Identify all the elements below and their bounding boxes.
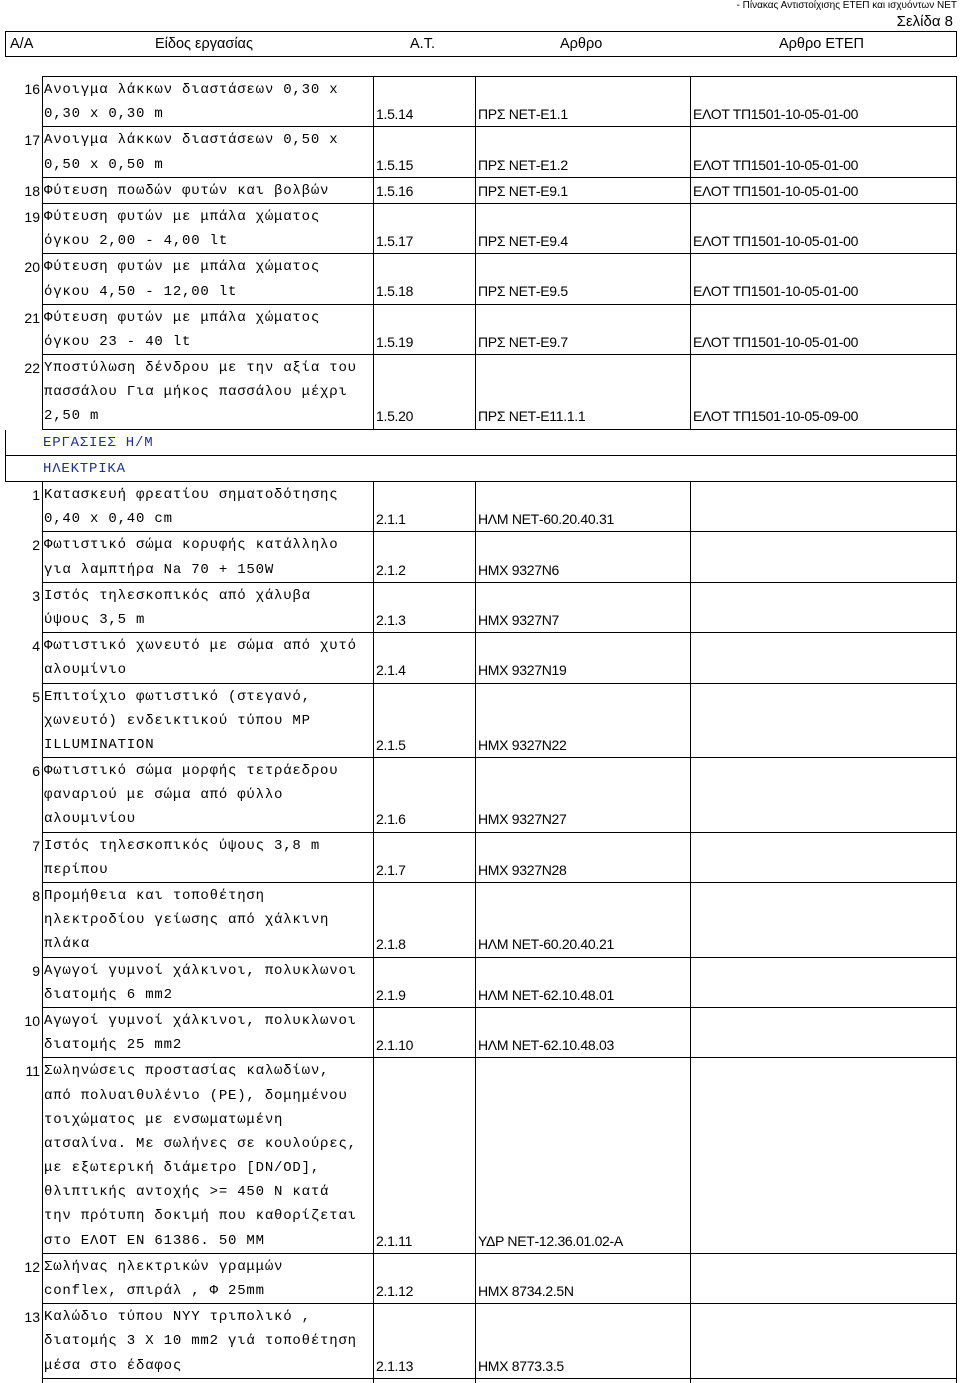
at-code: 2.1.10	[373, 1008, 475, 1058]
description-line: φαναριού με σώμα από φύλλο	[44, 787, 284, 804]
header-article: Αρθρο	[560, 36, 603, 52]
table-row	[0, 883, 957, 958]
description-line: Φωτιστικό σώμα κορυφής κατάλληλο	[44, 537, 339, 554]
work-description	[42, 883, 373, 958]
description-line: όγκου 2,00 - 4,00 lt	[44, 233, 229, 250]
row-number: 6	[32, 763, 40, 780]
correspondence-table	[0, 76, 957, 1383]
table-row	[0, 833, 957, 883]
work-description	[42, 684, 373, 759]
at-code: 2.1.1	[373, 482, 475, 532]
table-row	[0, 1008, 957, 1058]
at-code: 2.1.7	[373, 833, 475, 883]
description-line: Φύτευση φυτών με μπάλα χώματος	[44, 208, 321, 225]
description-line: διατομής 3 X 10 mm2 γιά τοποθέτηση	[44, 1333, 357, 1350]
description-line: την πρότυπη δοκιμή που καθορίζεται	[44, 1208, 357, 1225]
etep-code	[690, 1058, 957, 1254]
row-number: 8	[32, 888, 40, 904]
work-description	[42, 178, 373, 204]
row-number: 13	[24, 1309, 40, 1326]
article-code: ΗΛΜ ΝΕΤ-60.20.40.21	[475, 883, 690, 958]
article-code: ΗΜΧ 9327Ν28	[475, 833, 690, 883]
etep-code: ΕΛΟΤ ΤΠ1501-10-05-01-00	[690, 204, 957, 254]
work-description	[42, 532, 373, 582]
description-line: διατομής 6 mm2	[44, 986, 173, 1003]
at-code: 2.1.13	[373, 1304, 475, 1379]
row-number: 22	[24, 360, 40, 377]
header-etep: Αρθρο ΕΤΕΠ	[779, 36, 864, 52]
work-description	[42, 76, 373, 127]
etep-code: ΕΛΟΤ ΤΠ1501-10-05-09-00	[690, 355, 957, 430]
at-code: 1.5.20	[373, 355, 475, 430]
description-line: Υποστύλωση δένδρου με την αξία του	[44, 360, 357, 377]
row-number: 10	[24, 1012, 40, 1029]
article-code: ΠΡΣ ΝΕΤ-Ε9.5	[475, 254, 690, 304]
work-description	[42, 305, 373, 355]
description-line: τοιχώματος με ενσωματωμένη	[44, 1111, 284, 1128]
description-line: Σωλήνας ηλεκτρικών γραμμών	[44, 1258, 284, 1275]
article-code: ΗΜΧ 9327Ν22	[475, 684, 690, 759]
row-number: 5	[32, 688, 40, 705]
description-line: Καλώδιο τύπου NYY τριπολικό ,	[44, 1309, 311, 1326]
work-description	[42, 1008, 373, 1058]
etep-code	[690, 532, 957, 582]
row-number: 9	[32, 962, 40, 979]
article-code: ΠΡΣ ΝΕΤ-Ε1.1	[475, 76, 690, 127]
at-code: 2.1.6	[373, 758, 475, 833]
at-code: 1.5.16	[373, 178, 475, 204]
table-row	[0, 758, 957, 833]
table-row	[0, 1058, 957, 1254]
etep-code	[690, 684, 957, 759]
table-row	[0, 958, 957, 1008]
description-line: θλιπτικής αντοχής >= 450 N κατά	[44, 1184, 330, 1201]
article-code: ΗΜΧ 9327Ν7	[475, 583, 690, 633]
at-code: 2.1.2	[373, 532, 475, 582]
description-line: περίπου	[44, 861, 109, 878]
document-title: - Πίνακας Αντιστοίχισης ΕΤΕΠ και ισχυόντων ΝΕΤ	[736, 0, 957, 11]
article-code: ΗΜΧ 9327Ν19	[475, 633, 690, 683]
at-code: 2.1.11	[373, 1058, 475, 1254]
work-description	[42, 355, 373, 430]
row-number: 7	[32, 837, 40, 854]
etep-code	[690, 833, 957, 883]
description-line: από πολυαιθυλένιο (PE), δομημένου	[44, 1087, 348, 1104]
table-row-continuation	[0, 1379, 957, 1383]
work-description	[42, 583, 373, 633]
description-line: 0,50 x 0,50 m	[44, 156, 164, 173]
row-number: 1	[32, 487, 40, 503]
article-code: ΠΡΣ ΝΕΤ-Ε9.4	[475, 204, 690, 254]
stub-cell	[42, 1379, 373, 1383]
etep-code	[690, 758, 957, 833]
at-code: 2.1.4	[373, 633, 475, 683]
row-number: 2	[32, 537, 40, 554]
description-line: Ανοιγμα λάκκων διαστάσεων 0,50 x	[44, 132, 339, 149]
article-code: ΥΔΡ ΝΕΤ-12.36.01.02-Α	[475, 1058, 690, 1254]
work-description	[42, 1304, 373, 1379]
description-line: Ανοιγμα λάκκων διαστάσεων 0,30 x	[44, 82, 339, 98]
table-row	[0, 204, 957, 254]
description-line: για λαμπτήρα Na 70 + 150W	[44, 561, 275, 578]
description-line: ILLUMINATION	[44, 736, 155, 753]
description-line: όγκου 4,50 - 12,00 lt	[44, 283, 238, 300]
article-code: ΗΜΧ 8773.3.5	[475, 1304, 690, 1379]
stub-cell	[0, 1379, 42, 1383]
description-line: conflex, σπιράλ , Φ 25mm	[44, 1283, 265, 1299]
table-row	[0, 532, 957, 582]
description-line: ατσαλίνα. Με σωλήνες σε κουλούρες,	[44, 1135, 357, 1152]
table-row	[0, 1304, 957, 1379]
description-line: Επιτοίχιο φωτιστικό (στεγανό,	[44, 688, 311, 705]
description-line: ηλεκτροδίου γείωσης από χάλκινη	[44, 912, 330, 929]
table-row	[0, 1254, 957, 1304]
row-number: 4	[32, 638, 40, 655]
table-row	[0, 583, 957, 633]
article-code: ΠΡΣ ΝΕΤ-Ε1.2	[475, 127, 690, 177]
description-line: μέσα στο έδαφος	[44, 1357, 183, 1374]
at-code: 1.5.15	[373, 127, 475, 177]
row-number: 18	[24, 182, 40, 199]
work-description	[42, 1254, 373, 1304]
stub-cell	[690, 1379, 957, 1383]
description-line: χωνευτό) ενδεικτικού τύπου MP	[44, 712, 311, 729]
table-row	[0, 254, 957, 304]
table-row	[0, 178, 957, 204]
description-line: Φύτευση φυτών με μπάλα χώματος	[44, 309, 321, 326]
table-header	[5, 31, 957, 57]
at-code: 2.1.12	[373, 1254, 475, 1304]
table-row	[0, 633, 957, 683]
row-number: 3	[32, 587, 40, 604]
etep-code: ΕΛΟΤ ΤΠ1501-10-05-01-00	[690, 178, 957, 204]
description-line: πασσάλου Για μήκος πασσάλου μέχρι	[44, 384, 348, 401]
article-code: ΠΡΣ ΝΕΤ-Ε11.1.1	[475, 355, 690, 430]
etep-code	[690, 1304, 957, 1379]
table-row	[0, 355, 957, 430]
description-line: 0,40 x 0,40 cm	[44, 511, 173, 528]
at-code: 2.1.8	[373, 883, 475, 958]
description-line: Σωληνώσεις προστασίας καλωδίων,	[44, 1063, 330, 1080]
description-line: 0,30 x 0,30 m	[44, 106, 164, 123]
work-description	[42, 482, 373, 532]
table-row	[0, 305, 957, 355]
description-line: διατομής 25 mm2	[44, 1037, 183, 1054]
at-code: 2.1.5	[373, 684, 475, 759]
article-code: ΗΛΜ ΝΕΤ-62.10.48.03	[475, 1008, 690, 1058]
header-at: Α.Τ.	[410, 36, 435, 52]
article-code: ΗΛΜ ΝΕΤ-60.20.40.31	[475, 482, 690, 532]
article-code: ΗΛΜ ΝΕΤ-62.10.48.01	[475, 958, 690, 1008]
description-line: αλουμινίου	[44, 811, 137, 828]
etep-code	[690, 883, 957, 958]
at-code: 2.1.9	[373, 958, 475, 1008]
description-line: όγκου 23 - 40 lt	[44, 333, 192, 350]
row-number: 11	[25, 1063, 40, 1080]
etep-code: ΕΛΟΤ ΤΠ1501-10-05-01-00	[690, 254, 957, 304]
description-line: Φύτευση ποωδών φυτών και βολβών	[44, 182, 330, 199]
section-title: ΕΡΓΑΣΙΕΣ Η/Μ	[5, 430, 957, 456]
page-number: Σελίδα 8	[896, 13, 953, 30]
at-code: 1.5.14	[373, 76, 475, 127]
row-number: 19	[24, 208, 40, 225]
article-code: ΠΡΣ ΝΕΤ-Ε9.1	[475, 178, 690, 204]
table-row	[0, 684, 957, 759]
etep-code: ΕΛΟΤ ΤΠ1501-10-05-01-00	[690, 76, 957, 127]
etep-code	[690, 1254, 957, 1304]
article-code: ΗΜΧ 9327Ν27	[475, 758, 690, 833]
work-description	[42, 633, 373, 683]
article-code: ΗΜΧ 8734.2.5Ν	[475, 1254, 690, 1304]
work-description	[42, 758, 373, 833]
header-description: Είδος εργασίας	[155, 36, 253, 52]
etep-code	[690, 583, 957, 633]
description-line: πλάκα	[44, 936, 91, 953]
stub-cell	[373, 1379, 475, 1383]
work-description	[42, 833, 373, 883]
etep-code	[690, 958, 957, 1008]
description-line: Φωτιστικό χωνευτό με σώμα από χυτό	[44, 638, 357, 655]
description-line: 2,50 m	[44, 408, 100, 425]
table-row	[0, 127, 957, 177]
description-line: Φωτιστικό σώμα μορφής τετράεδρου	[44, 763, 339, 780]
description-line: με εξωτερική διάμετρο [DN/OD],	[44, 1160, 321, 1177]
row-number: 12	[24, 1258, 40, 1275]
etep-code	[690, 1008, 957, 1058]
at-code: 1.5.19	[373, 305, 475, 355]
article-code: ΠΡΣ ΝΕΤ-Ε9.7	[475, 305, 690, 355]
stub-cell	[475, 1379, 690, 1383]
table-row	[0, 482, 957, 532]
header-aa: Α/Α	[10, 36, 34, 52]
description-line: στο ΕΛΟΤ EN 61386. 50 MM	[44, 1232, 265, 1249]
section-subtitle: ΗΛΕΚΤΡΙΚΑ	[5, 456, 957, 482]
row-number: 16	[24, 81, 40, 97]
etep-code: ΕΛΟΤ ΤΠ1501-10-05-01-00	[690, 127, 957, 177]
description-line: Φύτευση φυτών με μπάλα χώματος	[44, 259, 321, 276]
at-code: 1.5.17	[373, 204, 475, 254]
description-line: Αγωγοί γυμνοί χάλκινοι, πολυκλωνοι	[44, 962, 357, 979]
work-description	[42, 254, 373, 304]
work-description	[42, 958, 373, 1008]
etep-code: ΕΛΟΤ ΤΠ1501-10-05-01-00	[690, 305, 957, 355]
etep-code	[690, 633, 957, 683]
table-row	[0, 76, 957, 127]
row-number: 20	[24, 259, 40, 276]
etep-code	[690, 482, 957, 532]
description-line: ύψους 3,5 m	[44, 611, 146, 628]
description-line: Ιστός τηλεσκοπικός ύψους 3,8 m	[44, 837, 321, 854]
at-code: 2.1.3	[373, 583, 475, 633]
work-description	[42, 204, 373, 254]
article-code: ΗΜΧ 9327Ν6	[475, 532, 690, 582]
work-description	[42, 127, 373, 177]
row-number: 21	[24, 309, 40, 326]
description-line: Ιστός τηλεσκοπικός από χάλυβα	[44, 587, 311, 604]
description-line: Προμήθεια και τοποθέτηση	[44, 888, 265, 904]
at-code: 1.5.18	[373, 254, 475, 304]
row-number: 17	[24, 132, 40, 149]
description-line: Κατασκευή φρεατίου σηματοδότησης	[44, 487, 339, 503]
description-line: Αγωγοί γυμνοί χάλκινοι, πολυκλωνοι	[44, 1012, 357, 1029]
description-line: αλουμίνιο	[44, 662, 127, 679]
work-description	[42, 1058, 373, 1254]
